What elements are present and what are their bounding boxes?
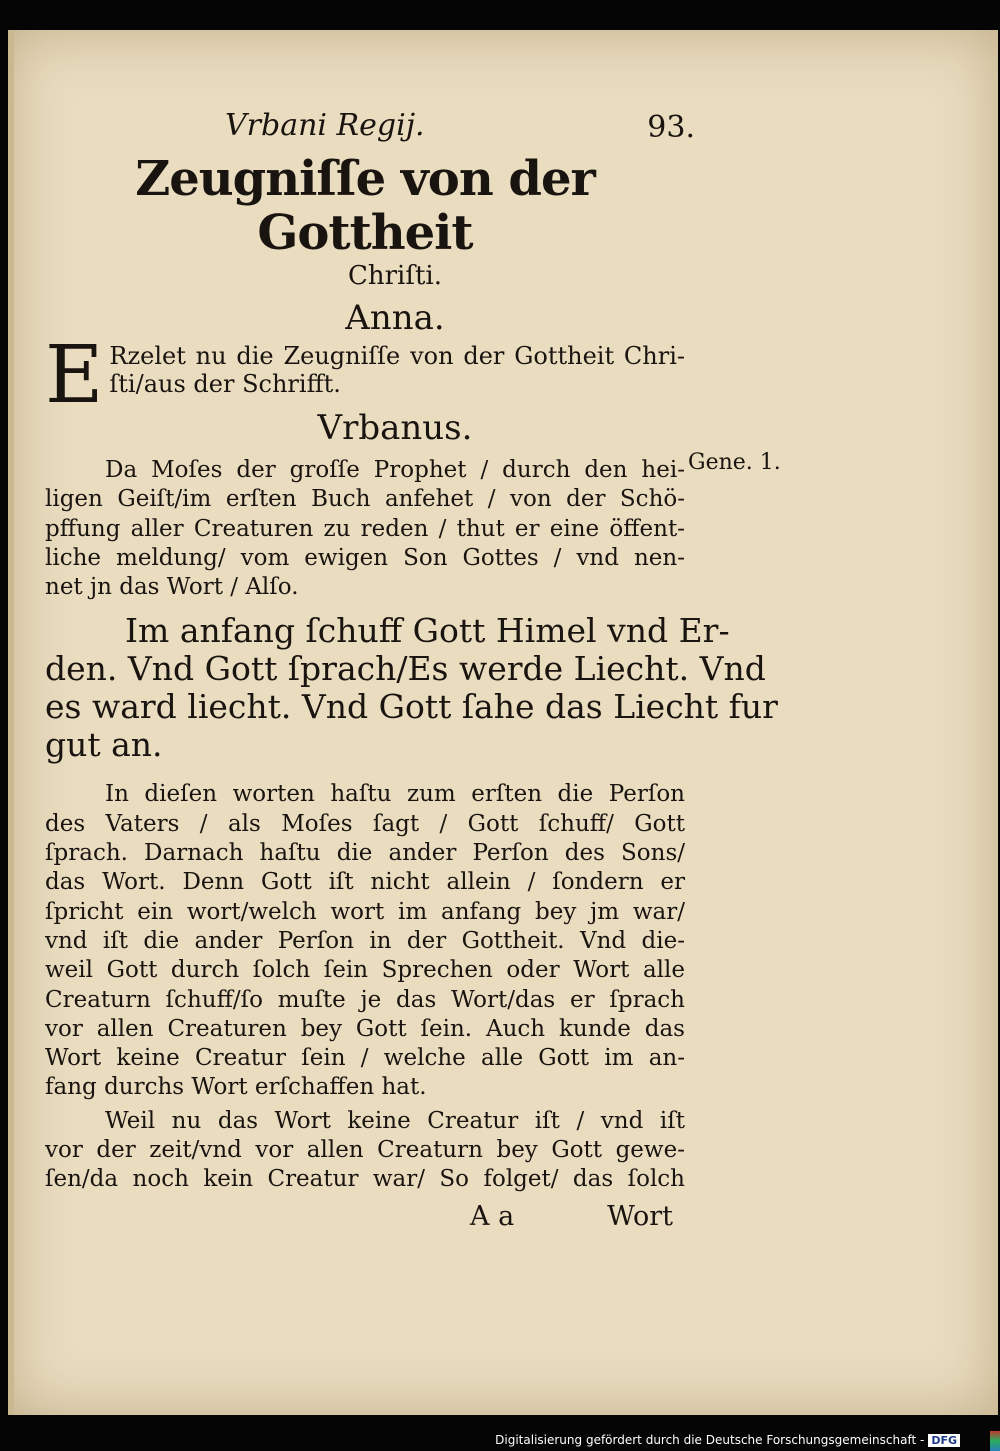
commentary-paragraph-1 xyxy=(45,780,685,1102)
chapter-title: Zeugniſſe von der Gottheit xyxy=(135,151,595,261)
text-line: Creaturn ſchuff/ſo muſte je das Wort/das er ſprach xyxy=(45,986,685,1013)
dfg-logo: DFG xyxy=(928,1434,960,1447)
text-line: weil Gott durch ſolch ſein Sprechen oder Wort alle xyxy=(45,957,685,984)
text-line: ſpricht ein wort/welch wort im anfang bey jm war/ xyxy=(45,898,685,925)
text-line: fang durchs Wort erſchaffen hat. xyxy=(45,1074,427,1101)
text-line: gut an. xyxy=(45,725,163,765)
commentary-paragraph-2 xyxy=(45,1107,685,1195)
text-line: pffung aller Creaturen zu reden / thut er eine öffent- xyxy=(45,515,685,542)
digitization-credit xyxy=(495,1433,960,1447)
text-line: Rzelet nu die Zeugniſſe von der Gottheit Chri- xyxy=(109,342,685,370)
text-line: ſen/da noch kein Creatur war/ So folget/ das ſolch xyxy=(45,1166,685,1193)
page-edge xyxy=(8,30,14,1415)
text-line: den. Vnd Gott ſprach/Es werde Liecht. Vnd xyxy=(45,649,766,689)
speaker-urbanus: Vrbanus. xyxy=(317,408,473,448)
text-line: des Vaters / als Moſes ſagt / Gott ſchuff/ Gott xyxy=(45,810,685,837)
margin-note: Gene. 1. xyxy=(688,450,781,475)
book-page xyxy=(8,30,998,1415)
text-line: Im anfang ſchuff Gott Himel vnd Er- xyxy=(125,611,730,651)
urbanus-intro xyxy=(45,456,685,602)
text-line: ſprach. Darnach haſtu die ander Perſon des Sons/ xyxy=(45,840,685,867)
chapter-subtitle: Chriſti. xyxy=(347,261,443,291)
text-line: vnd iſt die ander Perſon in der Gottheit. Vnd die- xyxy=(45,927,685,954)
running-title: Vrbani Regij. xyxy=(225,108,425,143)
text-line: ſti/aus der Schrifft. xyxy=(109,370,341,398)
speaker-anna: Anna. xyxy=(345,298,445,338)
text-line: ligen Geiſt/im erſten Buch anfehet / von der Schö- xyxy=(45,486,685,513)
text-line: das Wort. Denn Gott iſt nicht allein / ſondern er xyxy=(45,869,685,896)
credit-text: Digitalisierung gefördert durch die Deutsche Forschungsgemeinschaft - xyxy=(495,1433,925,1447)
scripture-quote xyxy=(45,611,778,765)
text-line: Wort keine Creatur ſein / welche alle Gott im an- xyxy=(45,1045,685,1072)
text-line: liche meldung/ vom ewigen Son Gottes / vnd nen- xyxy=(45,544,685,571)
color-calibration-bar xyxy=(990,1431,1000,1451)
text-line: vor der zeit/vnd vor allen Creaturn bey Gott gewe- xyxy=(45,1137,685,1164)
text-line: In dieſen worten haſtu zum erſten die Perſon xyxy=(105,781,685,808)
text-line: net jn das Wort / Alſo. xyxy=(45,574,299,601)
running-head xyxy=(45,108,695,148)
page-footer xyxy=(45,1201,685,1235)
text-line: Weil nu das Wort keine Creatur iſt / vnd iſt xyxy=(105,1107,685,1134)
text-line: es ward liecht. Vnd Gott ſahe das Liecht fur xyxy=(45,687,778,727)
catchword: Wort xyxy=(607,1200,673,1232)
anna-question xyxy=(45,328,685,421)
drop-cap: E xyxy=(45,328,104,421)
text-line: Da Moſes der groſſe Prophet / durch den hei- xyxy=(105,457,685,483)
page-number: 93. xyxy=(647,110,695,145)
text-line: vor allen Creaturen bey Gott ſein. Auch kunde das xyxy=(45,1015,685,1042)
signature-mark: A a xyxy=(470,1200,515,1232)
